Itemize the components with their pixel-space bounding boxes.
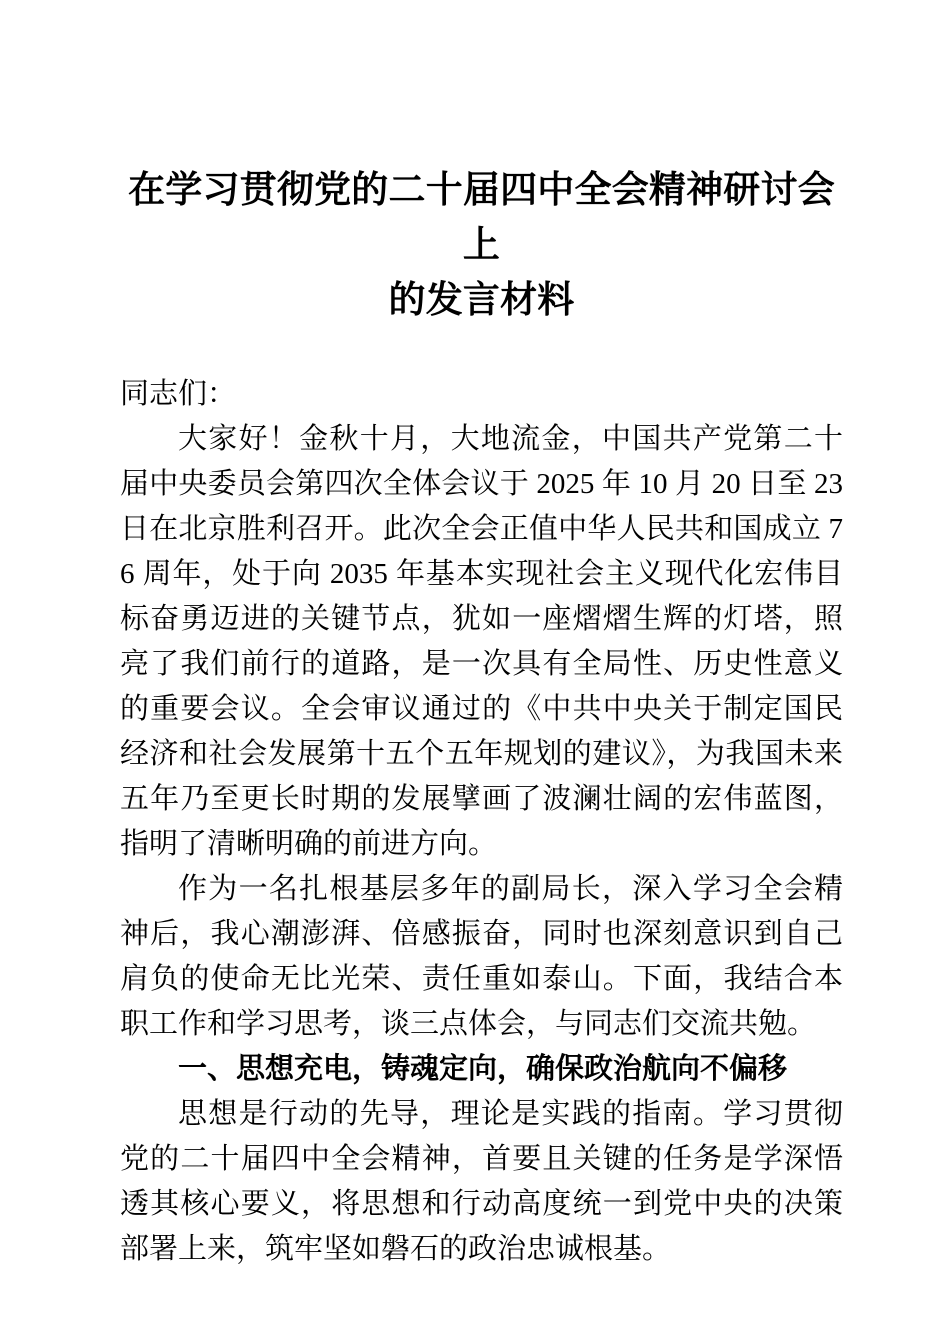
body-paragraph: 思想是行动的先导，理论是实践的指南。学习贯彻党的二十届四中全会精神，首要且关键的任务是学深悟透其核心要义，将思想和行动高度统一到党中央的决策部署上来，筑牢坚如磐石的政治忠诚根基。: [120, 1098, 843, 1265]
salutation: 同志们：: [120, 378, 237, 410]
page-title-line-2: 的发言材料: [388, 280, 575, 321]
document-title-block: [120, 0, 843, 328]
document-content: [120, 0, 843, 1272]
page-title-line-1: 在学习贯彻党的二十届四中全会精神研讨会上: [128, 170, 835, 266]
section-heading: 一、思想充电，铸魂定向，确保政治航向不偏移: [178, 1053, 788, 1085]
body-paragraph: 大家好！金秋十月，大地流金，中国共产党第二十届中央委员会第四次全体会议于 2025 年 10 月 20 日至 23 日在北京胜利召开。此次全会正值中华人民共和国成立 76 周年，处于向 2035 年基本实现社会主义现代化宏伟目标奋勇迈进的关键节点，犹如一座熠熠生辉的灯塔，照亮了我们前行的道路，是一次具有全局性、历史性意义的重要会议。全会审议通过的《中共中央关于制定国民经济和社会发展第十五个五年规划的建议》，为我国未来五年乃至更长时期的发展擘画了波澜壮阔的宏伟蓝图，指明了清晰明确的前进方向。: [120, 423, 843, 860]
title-body-spacer: [120, 328, 843, 372]
page-title: [120, 163, 843, 328]
body-paragraph: 作为一名扎根基层多年的副局长，深入学习全会精神后，我心潮澎湃、倍感振奋，同时也深刻意识到自己肩负的使命无比光荣、责任重如泰山。下面，我结合本职工作和学习思考，谈三点体会，与同志们交流共勉。: [120, 873, 843, 1040]
